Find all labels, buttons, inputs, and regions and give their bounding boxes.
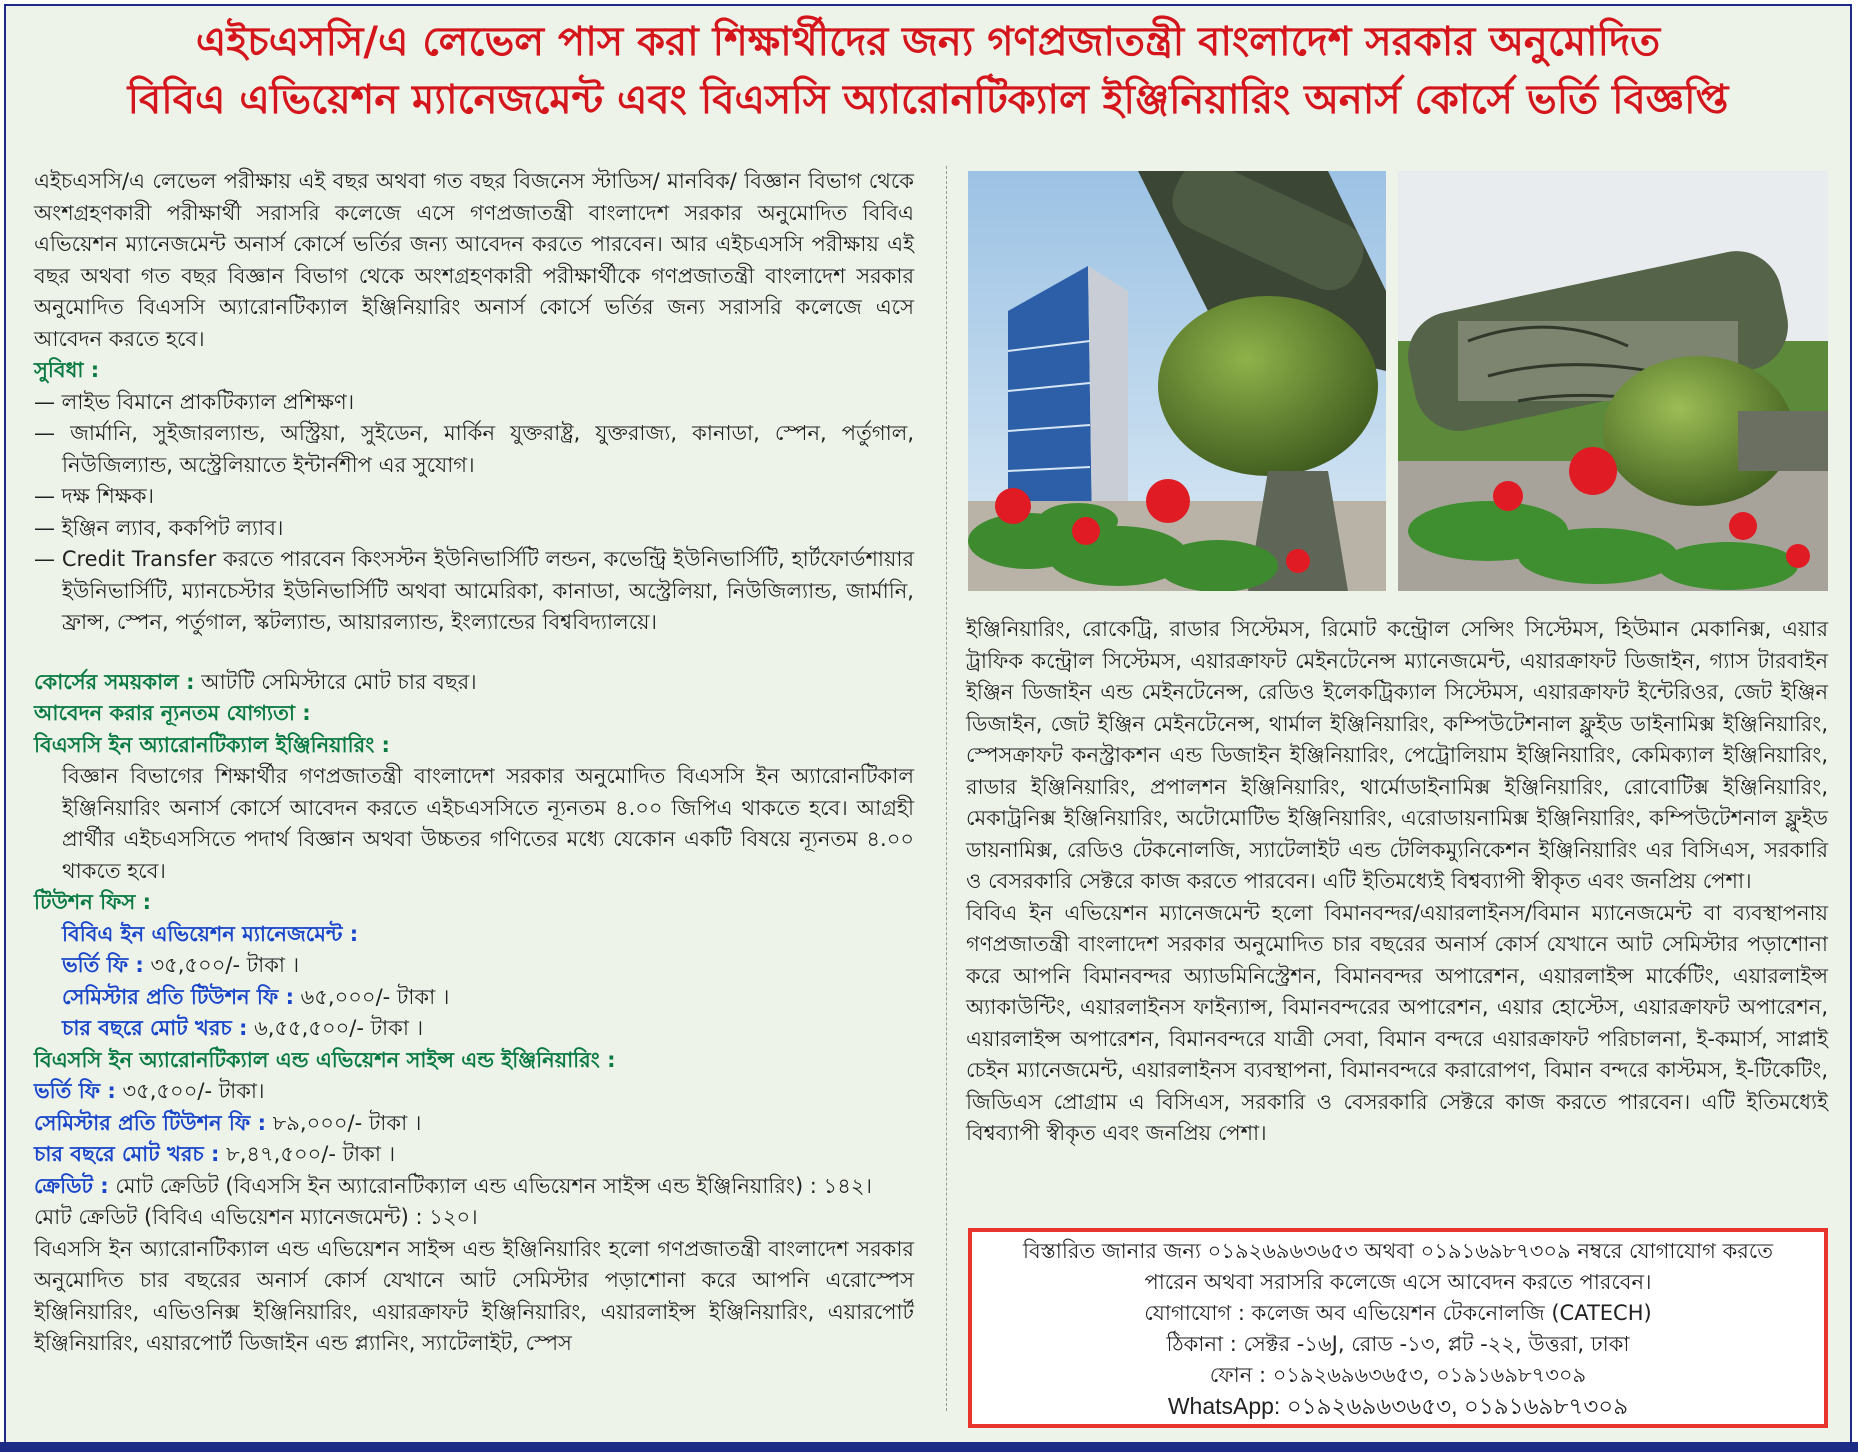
bsc-description: বিএসসি ইন অ্যারোনটিক্যাল এন্ড এভিয়েশন সাইন্স এন্ড ইঞ্জিনিয়ারিং হলো গণপ্রজাতন্ত্রী বাংলাদেশ সরকার অনুমোদিত চার বছরের অনার্স কোর্স যেখানে আট সেমিস্টার পড়াশোনা করে আপনি এরোস্পেস ইঞ্জিনিয়ারিং, এভিওনিক্স ইঞ্জিনিয়ারিং, এয়ারক্রাফট ইঞ্জিনিয়ারিং, এয়ারলাইন্স ইঞ্জিনিয়ারিং, এয়ারপোর্ট ইঞ্জিনিয়ারিং, এয়ারপোর্ট ডিজাইন এন্ড প্ল্যানিং, স্যাটেলাইট, স্পেস (34, 1236, 914, 1355)
bsc-semester-value: ৮৯,০০০/- টাকা । (265, 1110, 422, 1135)
bba-total-cost (34, 1013, 914, 1045)
eligibility-text: বিজ্ঞান বিভাগের শিক্ষার্থীর গণপ্রজাতন্ত্রী বাংলাদেশ সরকার অনুমোদিত বিএসসি ইন অ্যারোনটিকাল ইঞ্জিনিয়ারিং অনার্স কোর্সে আবেদন করতে এইচএসসিতে ন্যূনতম ৪.০০ জিপিএ থাকতে হবে। আগ্রহী প্রার্থীর এইচএসসিতে পদার্থ বিজ্ঞান অথবা উচ্চতর গণিতের মধ্যে যেকোন একটি বিষয়ে ন্যূনতম ৪.০০ থাকতে হবে। (62, 764, 914, 883)
bsc-admission-value: ৩৫,৫০০/- টাকা। (115, 1079, 265, 1103)
eligibility-subheading: বিএসসি ইন অ্যারোনটিক্যাল ইঞ্জিনিয়ারিং : (34, 732, 390, 757)
benefit-item: — Credit Transfer করতে পারবেন কিংসস্টন ইউনিভার্সিটি লন্ডন, কভেন্ট্রি ইউনিভার্সিটি, হার্টফোর্ডশায়ার ইউনিভার্সিটি, ম্যানচেস্টার ইউনিভার্সিটি অথবা আমেরিকা, কানাডা, অস্ট্রেলিয়া, নিউজিল্যান্ড, জার্মানি, ফ্রান্স, স্পেন, পর্তুগাল, স্কটল্যান্ড, আয়ারল্যান্ড, ইংল্যান্ডের বিশ্ববিদ্যালয়ে। (34, 547, 914, 634)
bba-admission-fee (34, 950, 914, 982)
headline-line-1: এইচএসসি/এ লেভেল পাস করা শিক্ষার্থীদের জন্য গণপ্রজাতন্ত্রী বাংলাদেশ সরকার অনুমোদিত (195, 19, 1661, 65)
bsc-career-paragraph: ইঞ্জিনিয়ারিং, রোকেট্রি, রাডার সিস্টেমস, রিমোট কন্ট্রোল সেন্সিং সিস্টেমস, হিউমান মেকানিক্স, এয়ার ট্রাফিক কন্ট্রোল সিস্টেমস, এয়ারক্রাফট মেইনটেনেন্স ম্যানেজমেন্ট, এয়ারক্রাফট ডিজাইন, গ্যাস টারবাইন ইঞ্জিন ডিজাইন এন্ড মেইনটেনেন্স, রেডিও ইলেকট্রিক্যাল সিস্টেমস, এয়ারক্রাফট ইন্টেরিওর, জেট ইঞ্জিন ডিজাইন, জেট ইঞ্জিন মেইনটেনেন্স, থার্মাল ইঞ্জিনিয়ারিং, কম্পিউটেশনাল ফ্লুইড ডাইনামিক্স ইঞ্জিনিয়ারিং, স্পেসক্রাফট কনস্ট্রাকশন এন্ড ডিজাইন ইঞ্জিনিয়ারিং, পেট্রোলিয়াম ইঞ্জিনিয়ারিং, কেমিক্যাল ইঞ্জিনিয়ারিং, রাডার ইঞ্জিনিয়ারিং, প্রপালশন ইঞ্জিনিয়ারিং, থার্মোডাইনামিক্স ইঞ্জিনিয়ারিং, রোবোটিক্স ইঞ্জিনিয়ারিং, মেকাট্রনিক্স ইঞ্জিনিয়ারিং, অটোমোটিভ ইঞ্জিনিয়ারিং, এরোডায়নামিক্স ইঞ্জিনিয়ারিং, কম্পিউটেশনাল ফ্লুইড ডায়নামিক্স, রেডিও টেকনোলজি, স্যাটেলাইট এন্ড টেলিকম্যুনিকেশন ইঞ্জিনিয়ারিং এর বিসিএস, সরকারি ও বেসরকারি সেক্টরে কাজ করতে পারবেন। এটি ইতিমধ্যেই বিশ্বব্যাপী স্বীকৃত এবং জনপ্রিয় পেশা। (966, 617, 1828, 893)
bba-total-label: চার বছরে মোট খরচ : (62, 1016, 248, 1040)
building-jet-engine-photo (968, 171, 1386, 591)
duration-row (34, 667, 914, 699)
bba-admission-value: ৩৫,৫০০/- টাকা । (143, 953, 300, 977)
bba-semester-label: সেমিস্টার প্রতি টিউশন ফি : (62, 984, 294, 1009)
jet-engine-display-photo (1398, 171, 1828, 591)
contact-line: পারেন অথবা সরাসরি কলেজে এসে আবেদন করতে পারবেন। (1144, 1270, 1652, 1294)
eligibility-heading: আবেদন করার ন্যূনতম যোগ্যতা : (34, 701, 311, 725)
bba-total-value: ৬,৫৫,৫০০/- টাকা । (247, 1016, 424, 1040)
right-column (966, 614, 1828, 1150)
credit-label: ক্রেডিট : (34, 1173, 109, 1198)
bsc-admission-fee (34, 1076, 914, 1108)
benefit-item: — জার্মানি, সুইজারল্যান্ড, অস্ট্রিয়া, সুইডেন, মার্কিন যুক্তরাষ্ট্র, যুক্তরাজ্য, কানাডা, স্পেন, পর্তুগাল, নিউজিল্যান্ড, অস্ট্রেলিয়াতে ইন্টার্নশীপ এর সুযোগ। (34, 421, 914, 477)
bsc-semester-fee (34, 1108, 914, 1140)
contact-address: ঠিকানা : সেক্টর -১৬J, রোড -১৩, প্লট -২২, উত্তরা, ঢাকা (1166, 1332, 1630, 1356)
credit-bsc-text: মোট ক্রেডিট (বিএসসি ইন অ্যারোনটিক্যাল এন্ড এভিয়েশন সাইন্স এন্ড ইঞ্জিনিয়ারিং) : ১৪২। (108, 1173, 872, 1198)
bsc-total-label: চার বছরে মোট খরচ : (34, 1142, 220, 1166)
left-column (34, 166, 914, 1360)
benefit-item: — দক্ষ শিক্ষক। (34, 484, 155, 508)
benefits-heading: সুবিধা : (34, 358, 100, 382)
contact-line: বিস্তারিত জানার জন্য ০১৯২৬৯৬৩৬৫৩ অথবা ০১৯১৬৯৮৭৩০৯ নম্বরে যোগাযোগ করতে (1022, 1239, 1774, 1263)
bba-semester-fee (34, 982, 914, 1014)
bba-semester-value: ৬৫,০০০/- টাকা । (293, 984, 450, 1009)
advertisement-page (4, 4, 1852, 1444)
headline-line-2: বিবিএ এভিয়েশন ম্যানেজমেন্ট এবং বিএসসি অ্যারোনটিক্যাল ইঞ্জিনিয়ারিং অনার্স কোর্সে ভর্তি বিজ্ঞপ্তি (127, 77, 1729, 123)
bsc-admission-label: ভর্তি ফি : (34, 1079, 116, 1103)
contact-college: যোগাযোগ : কলেজ অব এভিয়েশন টেকনোলজি (CATECH) (1144, 1301, 1652, 1325)
benefit-item: — ইঞ্জিন ল্যাব, ককপিট ল্যাব। (34, 515, 284, 540)
duration-label: কোর্সের সময়কাল : (34, 669, 195, 694)
credit-bba: মোট ক্রেডিট (বিবিএ এভিয়েশন ম্যানেজমেন্ট) : ১২০। (34, 1205, 478, 1229)
bsc-fees-title: বিএসসি ইন অ্যারোনটিক্যাল এন্ড এভিয়েশন সাইন্স এন্ড ইঞ্জিনিয়ারিং : (34, 1047, 616, 1072)
intro-paragraph: এইচএসসি/এ লেভেল পরীক্ষায় এই বছর অথবা গত বছর বিজনেস স্টাডিস/ মানবিক/ বিজ্ঞান বিভাগ থেকে অংশগ্রহণকারী পরীক্ষার্থী সরাসরি কলেজে এসে গণপ্রজাতন্ত্রী বাংলাদেশ সরকার অনুমোদিত বিবিএ এভিয়েশন ম্যানেজমেন্ট অনার্স কোর্সে ভর্তির জন্য আবেদন করতে পারবেন। আর এইচএসসি পরীক্ষায় এই বছর অথবা গত বছর বিজ্ঞান বিভাগ থেকে অংশগ্রহণকারী পরীক্ষার্থীকে গণপ্রজাতন্ত্রী বাংলাদেশ সরকার অনুমোদিত বিএসসি অ্যারোনটিক্যাল ইঞ্জিনিয়ারিং অনার্স কোর্সে ভর্তির জন্য সরাসরি কলেজে এসে আবেদন করতে হবে। (34, 169, 914, 351)
benefit-item: — লাইভ বিমানে প্রাকটিক্যাল প্রশিক্ষণ। (34, 389, 355, 414)
bsc-semester-label: সেমিস্টার প্রতি টিউশন ফি : (34, 1110, 266, 1135)
bsc-total-cost (34, 1139, 914, 1171)
contact-whatsapp: WhatsApp: ০১৯২৬৯৬৩৬৫৩, ০১৯১৬৯৮৭৩০৯ (1167, 1393, 1629, 1419)
credit-bsc (34, 1171, 914, 1203)
fees-heading: টিউশন ফিস : (34, 890, 152, 914)
bsc-total-value: ৮,৪৭,৫০০/- টাকা । (219, 1142, 396, 1166)
contact-box (968, 1228, 1828, 1428)
bba-admission-label: ভর্তি ফি : (62, 953, 144, 977)
contact-phone: ফোন : ০১৯২৬৯৬৩৬৫৩, ০১৯১৬৯৮৭৩০৯ (1209, 1363, 1587, 1387)
bba-description-paragraph: বিবিএ ইন এভিয়েশন ম্যানেজমেন্ট হলো বিমানবন্দর/এয়ারলাইনস/বিমান ম্যানেজমেন্ট বা ব্যবস্থাপনায় গণপ্রজাতন্ত্রী বাংলাদেশ সরকার অনুমোদিত চার বছরের অনার্স কোর্স যেখানে আট সেমিস্টার পড়াশোনা করে আপনি বিমানবন্দর অ্যাডমিনিস্ট্রেশন, বিমানবন্দর অপারেশন, এয়ারলাইন্স মার্কেটিং, এয়ারলাইন্স অ্যাকাউন্টিং, এয়ারলাইনস ফাইন্যান্স, বিমানবন্দরের অপারেশন, এয়ার হোস্টেস, এয়ারক্রাফট অপারেশন, এয়ারলাইন্স অপারেশন, বিমানবন্দরে যাত্রী সেবা, বিমান বন্দরে এয়ারক্রাফট পরিচালনা, ই-কমার্স, সাপ্লাই চেইন ম্যানেজমেন্ট, এয়ারলাইনস ব্যবস্থাপনা, বিমানবন্দরে করারোপণ, বিমান বন্দরে কাস্টমস, ই-টিকেটিং, জিডিএস প্রোগ্রাম এ বিসিএস, সরকারি ও বেসরকারি সেক্টরে কাজ করতে পারবেন। এটি ইতিমধ্যেই বিশ্বব্যাপী স্বীকৃত এবং জনপ্রিয় পেশা। (966, 900, 1828, 1145)
duration-value: আটটি সেমিস্টারে মোট চার বছর। (194, 669, 477, 694)
bba-fees-title: বিবিএ ইন এভিয়েশন ম্যানেজমেন্ট : (62, 921, 359, 946)
bottom-border (0, 1442, 1858, 1452)
column-divider (946, 166, 947, 1411)
